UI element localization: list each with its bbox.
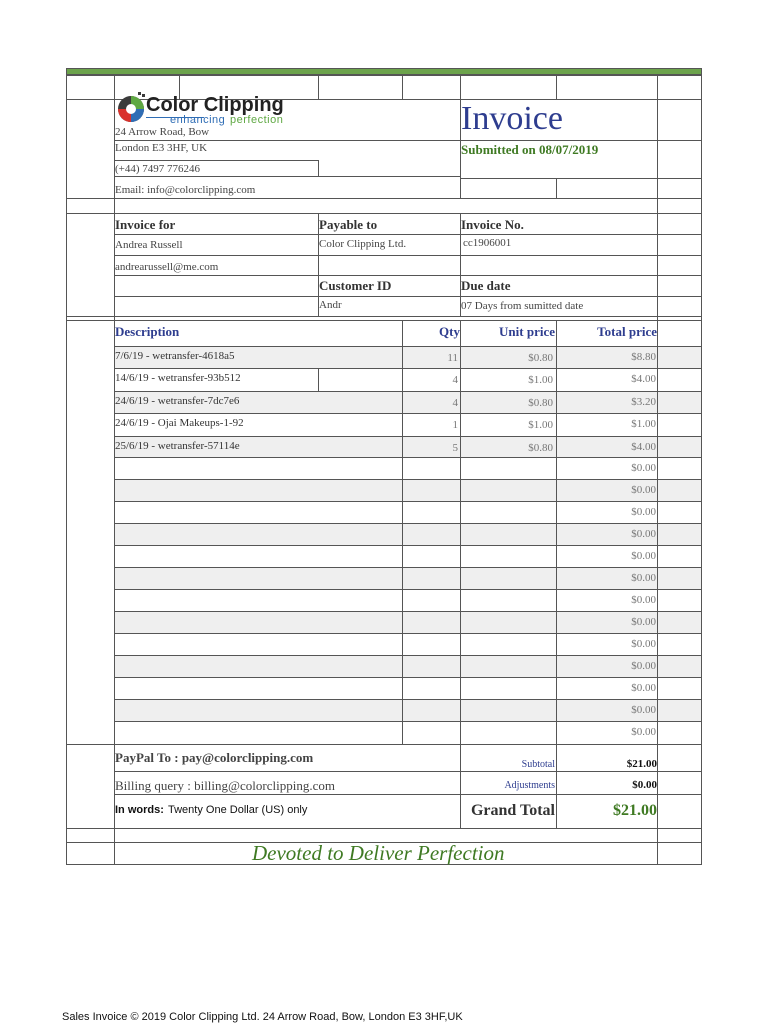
item-total-price: $0.00 [631,484,656,496]
grand-total-value: $21.00 [613,802,657,819]
slogan: Devoted to Deliver Perfection [252,841,505,865]
col-header-total-price: Total price [597,324,657,339]
item-description: 24/6/19 - Ojai Makeups-1-92 [115,417,244,429]
in-words-value: Twenty One Dollar (US) only [168,804,308,816]
tagline-part1: enhancing [170,114,226,126]
client-name: Andrea Russell [115,239,183,251]
item-qty: 1 [452,419,458,431]
item-unit-price: $0.80 [528,352,553,364]
item-unit-price: $1.00 [528,419,553,431]
company-email: Email: info@colorclipping.com [115,184,256,196]
item-total-price: $0.00 [631,550,656,562]
item-total-price: $0.00 [631,528,656,540]
item-total-price: $0.00 [631,638,656,650]
paypal-line: PayPal To : pay@colorclipping.com [115,750,314,765]
col-header-unit-price: Unit price [499,324,555,339]
item-total-price: $8.80 [631,351,656,363]
subtotal-label: Subtotal [521,759,555,770]
address-line-1: 24 Arrow Road, Bow [115,126,210,138]
invoice-for-label: Invoice for [115,217,176,232]
tagline-part2: perfection [230,114,284,126]
address-line-2: London E3 3HF, UK [115,142,208,154]
item-qty: 4 [452,374,458,386]
item-total-price: $0.00 [631,726,656,738]
item-description: 7/6/19 - wetransfer-4618a5 [115,350,235,362]
payable-to-value: Color Clipping Ltd. [319,238,407,250]
company-name: Color Clipping [146,94,284,116]
item-total-price: $4.00 [631,441,656,453]
item-qty: 11 [447,352,458,364]
grand-total-label: Grand Total [470,802,555,819]
customer-id-label: Customer ID [319,278,392,293]
client-email: andrearussell@me.com [115,261,219,273]
due-date-value: 07 Days from sumitted date [461,300,584,312]
item-description: 24/6/19 - wetransfer-7dc7e6 [115,395,240,407]
item-unit-price: $0.80 [528,397,553,409]
aperture-icon [116,92,148,124]
col-header-description: Description [115,324,180,339]
subtotal-value: $21.00 [626,758,657,770]
invoice-title: Invoice [461,100,563,137]
item-total-price: $0.00 [631,660,656,672]
item-qty: 5 [452,442,458,454]
item-unit-price: $1.00 [528,374,553,386]
item-total-price: $0.00 [631,572,656,584]
due-date-label: Due date [461,278,511,293]
company-logo [116,92,316,126]
item-total-price: $1.00 [631,418,656,430]
submitted-date: Submitted on 08/07/2019 [461,142,599,157]
item-total-price: $0.00 [631,594,656,606]
item-total-price: $0.00 [631,506,656,518]
customer-id-value: Andr [319,299,342,311]
item-description: 25/6/19 - wetransfer-57114e [115,440,240,452]
item-total-price: $0.00 [631,682,656,694]
item-total-price: $3.20 [631,396,656,408]
in-words-label: In words: [115,804,164,816]
item-total-price: $4.00 [631,373,656,385]
item-total-price: $0.00 [631,462,656,474]
item-total-price: $0.00 [631,616,656,628]
col-header-qty: Qty [439,324,460,339]
invoice-sheet [66,68,702,865]
item-total-price: $0.00 [631,704,656,716]
page-footer: Sales Invoice © 2019 Color Clipping Ltd. 24 Arrow Road, Bow, London E3 3HF,UK [62,1011,463,1023]
item-qty: 4 [452,397,458,409]
item-unit-price: $0.80 [528,442,553,454]
billing-query-line: Billing query : billing@colorclipping.com [115,778,335,793]
invoice-no-label: Invoice No. [461,217,524,232]
item-description: 14/6/19 - wetransfer-93b512 [115,372,241,384]
payable-to-label: Payable to [319,217,378,232]
adjustments-value: $0.00 [632,779,657,791]
adjustments-label: Adjustments [504,780,555,791]
company-phone: (+44) 7497 776246 [115,163,201,175]
invoice-no-value: cc1906001 [463,237,512,249]
